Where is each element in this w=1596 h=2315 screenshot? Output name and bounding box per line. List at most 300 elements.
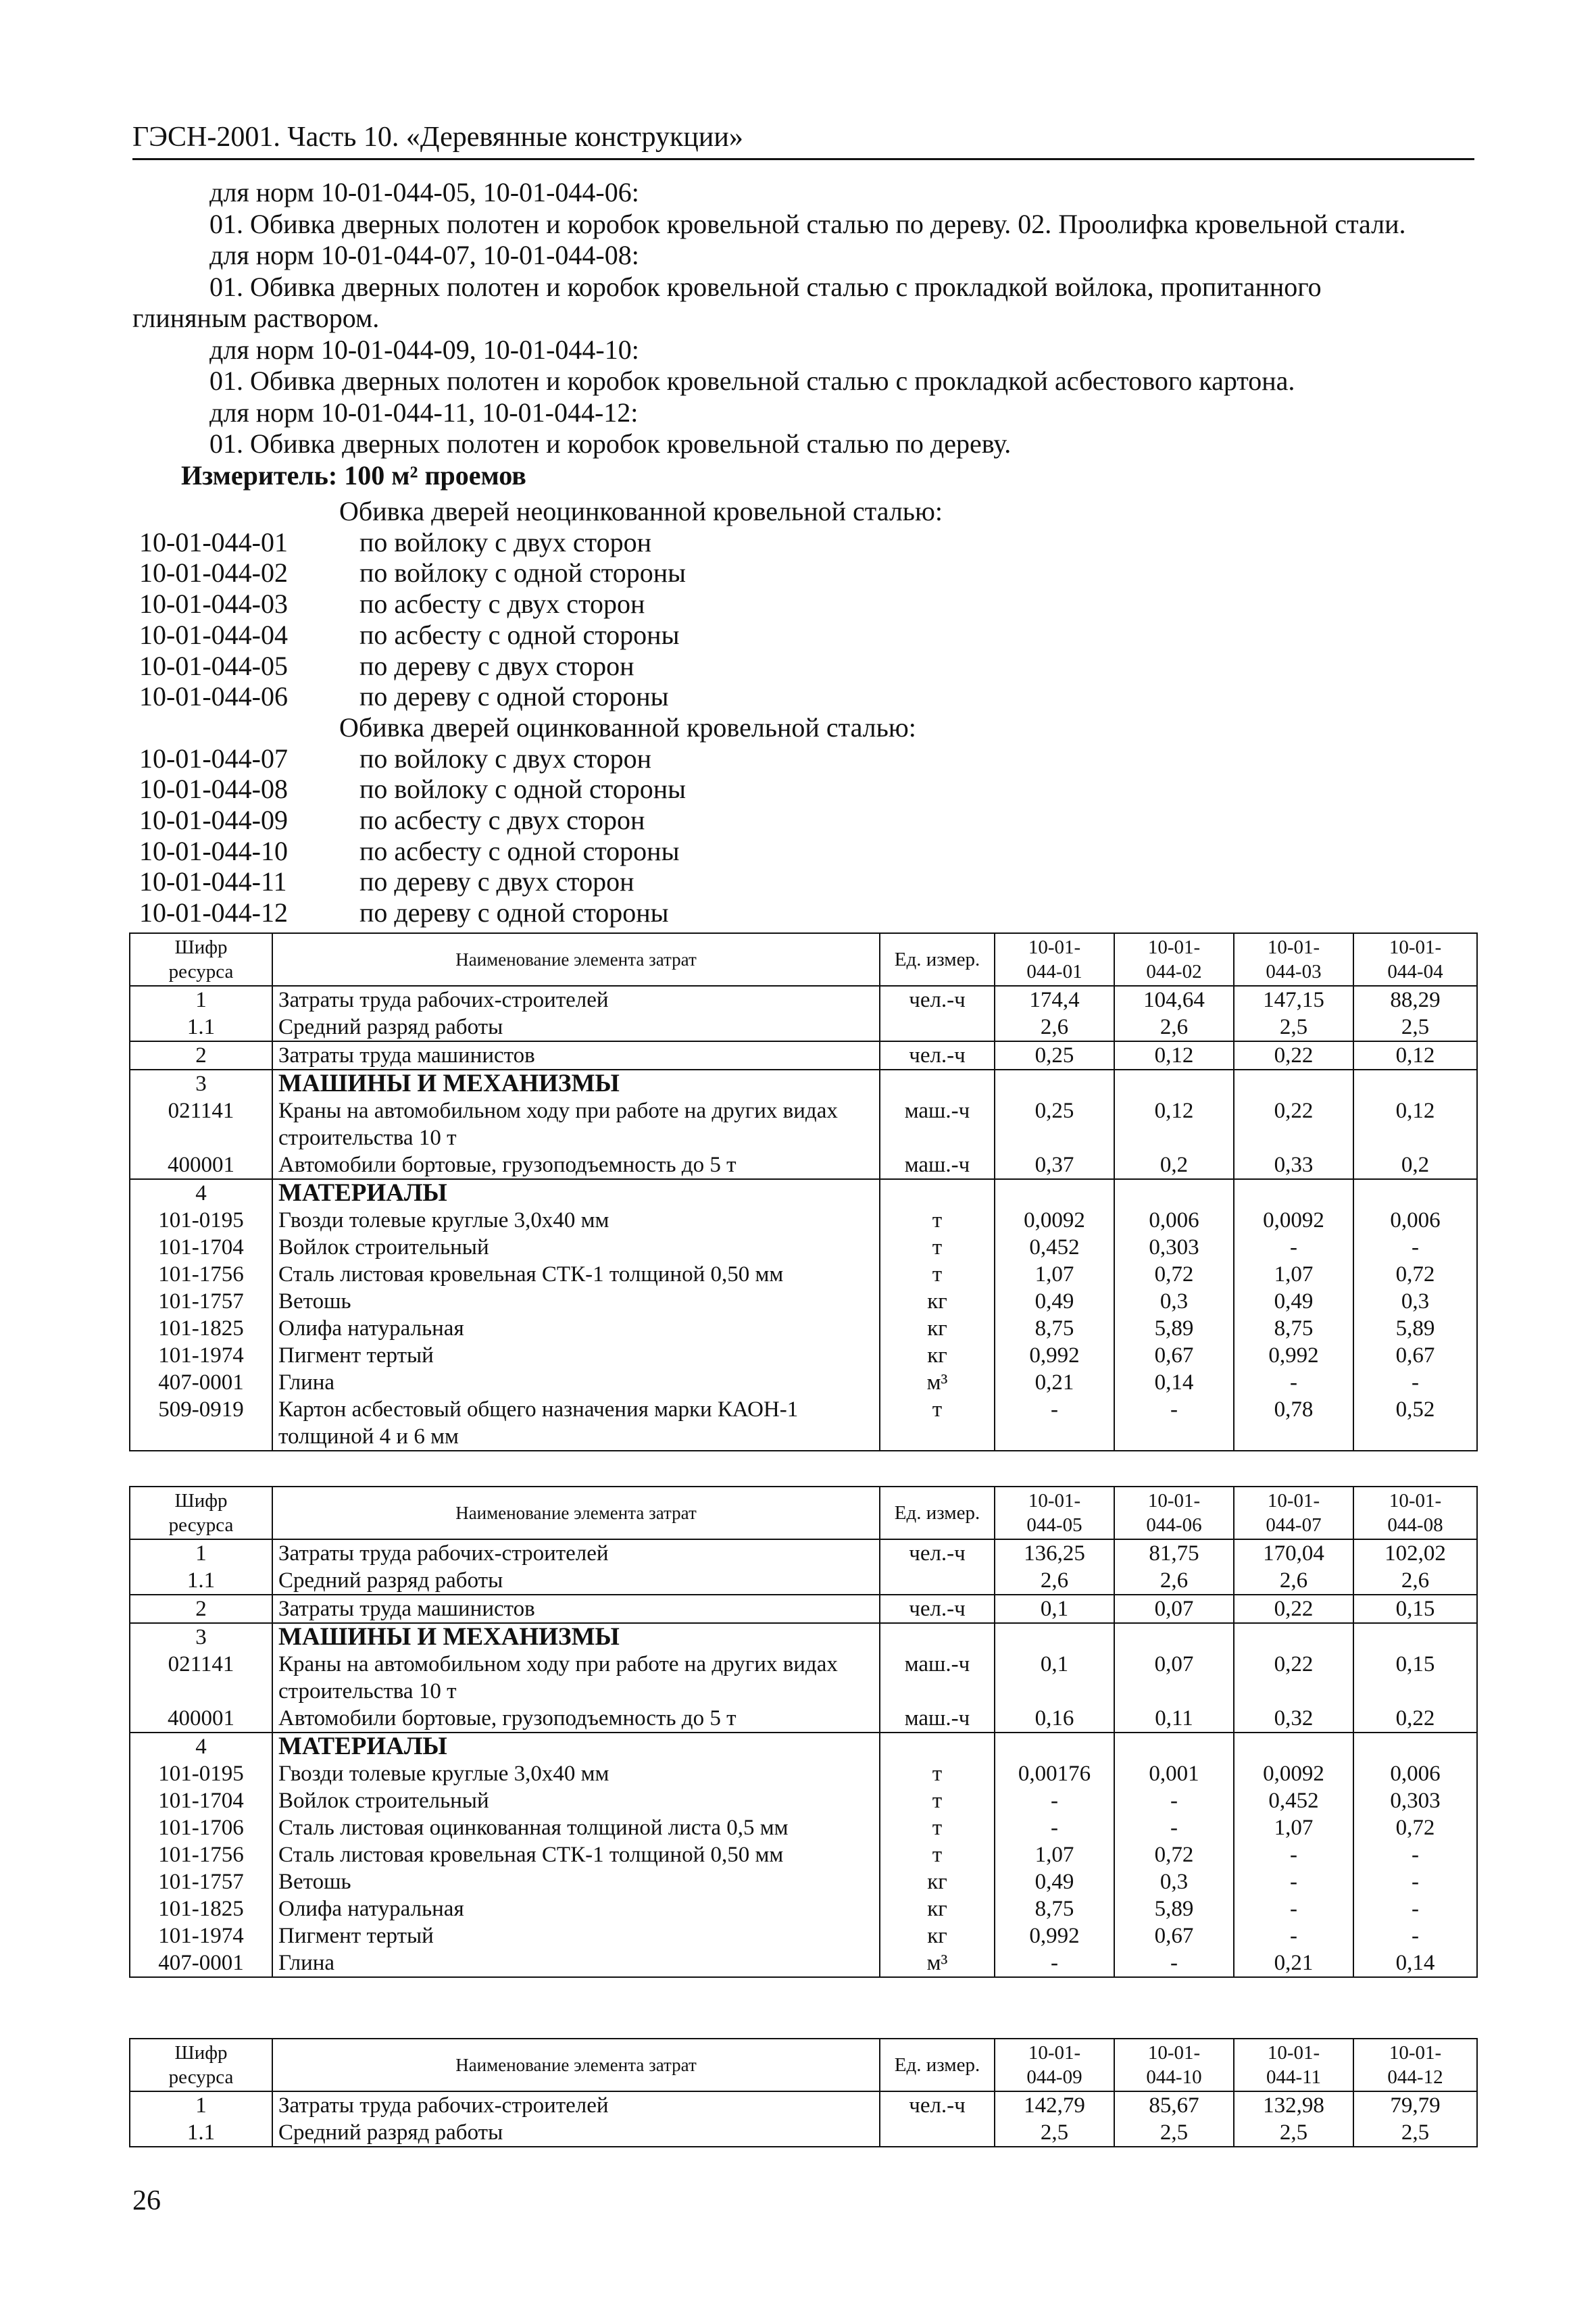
- norm-value: 0,14: [1353, 1949, 1477, 1977]
- norm-code-item: [139, 681, 1355, 712]
- norm-value: 132,98: [1234, 2091, 1353, 2119]
- norm-value: 0,07: [1114, 1651, 1234, 1705]
- norm-value: 0,07: [1114, 1595, 1234, 1623]
- norm-value: -: [1114, 1396, 1234, 1451]
- table-row: [130, 1097, 1477, 1151]
- unit-of-measure: т: [880, 1261, 995, 1288]
- table-row: [130, 1949, 1477, 1977]
- norm-value: 2,6: [995, 1567, 1114, 1595]
- table-row: [130, 1261, 1477, 1288]
- header-norm-code: [1114, 933, 1234, 986]
- norm-value: 0,22: [1353, 1705, 1477, 1733]
- cost-element-name: Ветошь: [272, 1868, 880, 1895]
- norm-value: 0,72: [1114, 1261, 1234, 1288]
- resource-table-1: [129, 932, 1478, 1451]
- norm-value: 0,67: [1114, 1342, 1234, 1369]
- norm-value: 0,3: [1353, 1288, 1477, 1315]
- resource-table-3: [129, 2038, 1478, 2147]
- norm-value: 0,22: [1234, 1651, 1353, 1705]
- header-text: 044-08: [1387, 1514, 1443, 1536]
- norm-value: [1234, 1733, 1353, 1760]
- norm-code-item: [139, 620, 1355, 651]
- norm-value: -: [1234, 1922, 1353, 1949]
- norm-value: -: [995, 1396, 1114, 1451]
- unit-of-measure: т: [880, 1760, 995, 1787]
- norm-range-label: для норм 10-01-044-07, 10-01-044-08:: [209, 240, 639, 270]
- header-norm-code: [995, 1487, 1114, 1539]
- norm-value: -: [1114, 1814, 1234, 1841]
- unit-of-measure: кг: [880, 1895, 995, 1922]
- norm-value: [1353, 1179, 1477, 1207]
- norm-value: 0,49: [995, 1868, 1114, 1895]
- norm-value: 79,79: [1353, 2091, 1477, 2119]
- norm-code-item: [139, 589, 1355, 620]
- table-row: [130, 1595, 1477, 1623]
- unit-of-measure: [880, 1014, 995, 1041]
- norm-value: 2,6: [1234, 1567, 1353, 1595]
- norm-value: 0,72: [1114, 1841, 1234, 1868]
- cost-element-name: Гвозди толевые круглые 3,0х40 мм: [272, 1207, 880, 1234]
- header-text: 044-04: [1387, 961, 1443, 982]
- norm-value: 0,303: [1114, 1234, 1234, 1261]
- norm-value: 0,3: [1114, 1868, 1234, 1895]
- norm-value: 0,2: [1114, 1151, 1234, 1179]
- header-text: Шифр: [174, 1490, 228, 1512]
- table-row: [130, 1733, 1477, 1760]
- group-heading: Обивка дверей неоцинкованной кровельной сталью:: [339, 496, 943, 526]
- norm-value: 147,15: [1234, 986, 1353, 1014]
- norm-code-item: [139, 557, 1355, 589]
- resource-code: 3: [130, 1070, 272, 1097]
- norm-code-description: по дереву с двух сторон: [359, 866, 634, 897]
- norm-value: 0,001: [1114, 1760, 1234, 1787]
- norm-value: 0,21: [995, 1369, 1114, 1396]
- header-text: 044-09: [1026, 2066, 1082, 2088]
- unit-of-measure: т: [880, 1396, 995, 1451]
- norm-value: 1,07: [1234, 1814, 1353, 1841]
- norm-value: 0,21: [1234, 1949, 1353, 1977]
- norm-value: 2,6: [1114, 1567, 1234, 1595]
- norm-value: 0,49: [995, 1288, 1114, 1315]
- norm-value: 2,5: [1234, 2119, 1353, 2147]
- header-resource-code: [130, 2039, 272, 2091]
- cost-element-name: МАШИНЫ И МЕХАНИЗМЫ: [272, 1070, 880, 1097]
- norm-value: 0,12: [1114, 1041, 1234, 1070]
- norm-value: -: [1353, 1895, 1477, 1922]
- norm-value: 0,22: [1234, 1041, 1353, 1070]
- table-row: [130, 1760, 1477, 1787]
- cost-element-name: Картон асбестовый общего назначения марки КАОН-1 толщиной 4 и 6 мм: [272, 1396, 880, 1451]
- header-cost-element: Наименование элемента затрат: [272, 2039, 880, 2091]
- unit-of-measure: т: [880, 1814, 995, 1841]
- unit-of-measure: т: [880, 1207, 995, 1234]
- resource-code: 1: [130, 2091, 272, 2119]
- resource-code: 2: [130, 1595, 272, 1623]
- norm-value: [1114, 1179, 1234, 1207]
- norm-value: 102,02: [1353, 1539, 1477, 1567]
- resource-code: 4: [130, 1179, 272, 1207]
- norm-value: 0,12: [1114, 1097, 1234, 1151]
- table-row: [130, 1234, 1477, 1261]
- norm-value: [1353, 1733, 1477, 1760]
- norm-code-description: по асбесту с одной стороны: [359, 619, 680, 650]
- norm-value: 2,5: [1234, 1014, 1353, 1041]
- header-text: 10-01-: [1028, 937, 1081, 958]
- norm-value: 0,303: [1353, 1787, 1477, 1814]
- unit-of-measure: маш.-ч: [880, 1151, 995, 1179]
- table-header-row: [130, 2039, 1477, 2091]
- header-norm-code: [1353, 933, 1477, 986]
- norm-code-description: по войлоку с одной стороны: [359, 774, 687, 805]
- cost-element-name: Олифа натуральная: [272, 1315, 880, 1342]
- norm-code-description: по асбесту с двух сторон: [359, 589, 645, 620]
- norm-value: -: [1353, 1841, 1477, 1868]
- resource-code: 021141: [130, 1651, 272, 1705]
- cost-element-name: Пигмент тертый: [272, 1922, 880, 1949]
- norm-value: 0,006: [1114, 1207, 1234, 1234]
- cost-element-name: Пигмент тертый: [272, 1342, 880, 1369]
- resource-code: 400001: [130, 1705, 272, 1733]
- norm-value: 0,452: [995, 1234, 1114, 1261]
- norm-value: -: [1114, 1949, 1234, 1977]
- resource-code: 101-1974: [130, 1342, 272, 1369]
- cost-element-name: Средний разряд работы: [272, 2119, 880, 2147]
- norm-value: [1353, 1070, 1477, 1097]
- unit-of-measure: чел.-ч: [880, 1595, 995, 1623]
- norm-value: 85,67: [1114, 2091, 1234, 2119]
- cost-element-name: Краны на автомобильном ходу при работе на других видах строительства 10 т: [272, 1097, 880, 1151]
- norm-value: 2,5: [1114, 2119, 1234, 2147]
- header-cost-element: Наименование элемента затрат: [272, 1487, 880, 1539]
- norm-code: 10-01-044-03: [139, 589, 288, 620]
- table-row: [130, 1179, 1477, 1207]
- table-row: [130, 1070, 1477, 1097]
- norm-value: 0,992: [995, 1922, 1114, 1949]
- work-composition: 01. Обивка дверных полотен и коробок кровельной сталью с прокладкой войлока, пропитанного: [209, 271, 1322, 302]
- norm-value: -: [1353, 1234, 1477, 1261]
- norm-code-description: по войлоку с одной стороны: [359, 557, 687, 589]
- norm-value: 0,33: [1234, 1151, 1353, 1179]
- table-row: [130, 1369, 1477, 1396]
- cost-element-name: Затраты труда рабочих-строителей: [272, 986, 880, 1014]
- unit-of-measure: [880, 1070, 995, 1097]
- norm-code: 10-01-044-01: [139, 526, 288, 557]
- header-text: 044-07: [1266, 1514, 1322, 1536]
- work-composition-continued: глиняным раствором.: [132, 303, 380, 333]
- norm-value: 0,1: [995, 1651, 1114, 1705]
- resource-code: 407-0001: [130, 1369, 272, 1396]
- norm-value: 81,75: [1114, 1539, 1234, 1567]
- header-norm-code: [1234, 2039, 1353, 2091]
- cost-element-name: Войлок строительный: [272, 1234, 880, 1261]
- norm-value: 0,452: [1234, 1787, 1353, 1814]
- norm-value: 2,5: [1353, 2119, 1477, 2147]
- unit-of-measure: кг: [880, 1315, 995, 1342]
- resource-code: 1: [130, 1539, 272, 1567]
- unit-of-measure: м³: [880, 1369, 995, 1396]
- cost-element-name: Затраты труда машинистов: [272, 1595, 880, 1623]
- header-norm-code: [1114, 1487, 1234, 1539]
- norm-value: 0,14: [1114, 1369, 1234, 1396]
- norm-value: 8,75: [995, 1315, 1114, 1342]
- norm-value: 8,75: [1234, 1315, 1353, 1342]
- norm-value: 0,006: [1353, 1760, 1477, 1787]
- page-number: 26: [132, 2185, 161, 2216]
- norm-code-item: [139, 805, 1355, 836]
- norm-code-item: [139, 897, 1355, 928]
- table-row: [130, 1539, 1477, 1567]
- norm-code: 10-01-044-04: [139, 619, 288, 650]
- table-row: [130, 1567, 1477, 1595]
- header-text: 10-01-: [1389, 937, 1442, 958]
- table-row: [130, 1623, 1477, 1651]
- resource-code: 2: [130, 1041, 272, 1070]
- unit-of-measure: [880, 2119, 995, 2147]
- norm-value: 0,0092: [1234, 1207, 1353, 1234]
- header-text: 044-01: [1026, 961, 1082, 982]
- unit-of-measure: т: [880, 1841, 995, 1868]
- norm-value: 2,6: [995, 1014, 1114, 1041]
- norm-value: -: [1234, 1868, 1353, 1895]
- unit-of-measure: кг: [880, 1868, 995, 1895]
- cost-element-name: Гвозди толевые круглые 3,0х40 мм: [272, 1760, 880, 1787]
- unit-of-measure: чел.-ч: [880, 986, 995, 1014]
- norm-code: 10-01-044-11: [139, 866, 287, 897]
- unit-of-measure: маш.-ч: [880, 1705, 995, 1733]
- norm-value: 0,15: [1353, 1595, 1477, 1623]
- unit-of-measure: [880, 1733, 995, 1760]
- table-row: [130, 2091, 1477, 2119]
- norm-value: [1353, 1623, 1477, 1651]
- resource-code: 407-0001: [130, 1949, 272, 1977]
- table-row: [130, 1868, 1477, 1895]
- norm-value: 0,32: [1234, 1705, 1353, 1733]
- norm-value: [995, 1623, 1114, 1651]
- table-row: [130, 986, 1477, 1014]
- norm-value: 2,6: [1353, 1567, 1477, 1595]
- header-text: 10-01-: [1147, 937, 1201, 958]
- norm-value: -: [1234, 1895, 1353, 1922]
- norm-code-item: [139, 527, 1355, 558]
- unit-of-measure: м³: [880, 1949, 995, 1977]
- header-text: 10-01-: [1028, 1490, 1081, 1512]
- work-composition: 01. Обивка дверных полотен и коробок кровельной сталью по дереву.: [209, 428, 1012, 459]
- header-norm-code: [1234, 933, 1353, 986]
- unit-of-measure: [880, 1567, 995, 1595]
- norm-value: -: [1234, 1841, 1353, 1868]
- unit-of-measure: маш.-ч: [880, 1651, 995, 1705]
- header-text: 044-11: [1266, 2066, 1322, 2088]
- header-text: 044-10: [1146, 2066, 1202, 2088]
- resource-code: 3: [130, 1623, 272, 1651]
- norm-value: 5,89: [1114, 1895, 1234, 1922]
- norm-value: 1,07: [995, 1841, 1114, 1868]
- cost-element-name: Глина: [272, 1369, 880, 1396]
- header-resource-code: [130, 933, 272, 986]
- norm-code-item: [139, 866, 1355, 897]
- norm-code-description: по дереву с одной стороны: [359, 897, 669, 928]
- unit-of-measure: кг: [880, 1288, 995, 1315]
- norm-value: 0,72: [1353, 1261, 1477, 1288]
- norm-value: 0,25: [995, 1041, 1114, 1070]
- resource-code: 101-1704: [130, 1234, 272, 1261]
- measure-unit: Измеритель: 100 м² проемов: [181, 459, 526, 491]
- norm-value: 0,12: [1353, 1041, 1477, 1070]
- norm-value: 136,25: [995, 1539, 1114, 1567]
- norm-value: 0,25: [995, 1097, 1114, 1151]
- norm-value: 2,5: [1353, 1014, 1477, 1041]
- header-text: ресурса: [168, 2066, 234, 2088]
- group-heading: Обивка дверей оцинкованной кровельной сталью:: [339, 712, 916, 743]
- header-text: ресурса: [168, 961, 234, 982]
- unit-of-measure: чел.-ч: [880, 1041, 995, 1070]
- table-row: [130, 1315, 1477, 1342]
- resource-code: 1.1: [130, 1014, 272, 1041]
- cost-element-name: Средний разряд работы: [272, 1014, 880, 1041]
- norm-code-description: по асбесту с одной стороны: [359, 835, 680, 866]
- resource-code: 101-1757: [130, 1288, 272, 1315]
- resource-code: 101-1974: [130, 1922, 272, 1949]
- header-unit: Ед. измер.: [880, 933, 995, 986]
- norm-value: -: [1234, 1234, 1353, 1261]
- header-norm-code: [995, 933, 1114, 986]
- norm-value: 170,04: [1234, 1539, 1353, 1567]
- header-text: 10-01-: [1267, 1490, 1320, 1512]
- cost-element-name: Затраты труда рабочих-строителей: [272, 1539, 880, 1567]
- header-text: 044-03: [1266, 961, 1322, 982]
- cost-element-name: Ветошь: [272, 1288, 880, 1315]
- norm-value: -: [1234, 1369, 1353, 1396]
- norm-value: 0,2: [1353, 1151, 1477, 1179]
- norm-code: 10-01-044-10: [139, 835, 288, 866]
- resource-code: 101-1825: [130, 1315, 272, 1342]
- norm-composition-text: [132, 177, 1474, 491]
- norm-value: -: [1353, 1868, 1477, 1895]
- norm-value: 88,29: [1353, 986, 1477, 1014]
- resource-code: 1.1: [130, 1567, 272, 1595]
- header-cost-element: Наименование элемента затрат: [272, 933, 880, 986]
- header-unit: Ед. измер.: [880, 1487, 995, 1539]
- running-header: ГЭСН-2001. Часть 10. «Деревянные конструкции»: [132, 122, 743, 153]
- norm-value: [1234, 1623, 1353, 1651]
- header-text: 10-01-: [1147, 2042, 1201, 2064]
- norm-value: [1114, 1733, 1234, 1760]
- header-resource-code: [130, 1487, 272, 1539]
- norm-value: 0,00176: [995, 1760, 1114, 1787]
- norm-value: 0,52: [1353, 1396, 1477, 1451]
- resource-code: 101-0195: [130, 1760, 272, 1787]
- norm-value: -: [995, 1949, 1114, 1977]
- norm-code: 10-01-044-08: [139, 774, 288, 805]
- norm-code: 10-01-044-07: [139, 743, 288, 774]
- norm-value: 104,64: [1114, 986, 1234, 1014]
- norm-value: 0,67: [1114, 1922, 1234, 1949]
- table-row: [130, 1151, 1477, 1179]
- unit-of-measure: [880, 1179, 995, 1207]
- norm-code-item: [139, 651, 1355, 682]
- header-text: 10-01-: [1267, 937, 1320, 958]
- norm-value: 142,79: [995, 2091, 1114, 2119]
- norm-value: 5,89: [1353, 1315, 1477, 1342]
- norm-code-item: [139, 774, 1355, 805]
- unit-of-measure: чел.-ч: [880, 1539, 995, 1567]
- resource-code: 1.1: [130, 2119, 272, 2147]
- norm-value: 0,22: [1234, 1097, 1353, 1151]
- header-norm-code: [995, 2039, 1114, 2091]
- unit-of-measure: т: [880, 1234, 995, 1261]
- norm-value: 174,4: [995, 986, 1114, 1014]
- norm-value: 0,16: [995, 1705, 1114, 1733]
- table-row: [130, 1014, 1477, 1041]
- norm-code: 10-01-044-12: [139, 897, 288, 928]
- norm-value: [995, 1179, 1114, 1207]
- header-text: 10-01-: [1267, 2042, 1320, 2064]
- header-text: Шифр: [174, 2042, 228, 2064]
- header-text: 10-01-: [1147, 1490, 1201, 1512]
- unit-of-measure: [880, 1623, 995, 1651]
- table-row: [130, 1342, 1477, 1369]
- unit-of-measure: т: [880, 1787, 995, 1814]
- norm-value: 0,006: [1353, 1207, 1477, 1234]
- cost-element-name: Глина: [272, 1949, 880, 1977]
- norm-value: -: [995, 1814, 1114, 1841]
- norm-value: 1,07: [995, 1261, 1114, 1288]
- norm-value: 0,0092: [995, 1207, 1114, 1234]
- header-text: 044-06: [1146, 1514, 1202, 1536]
- header-text: 10-01-: [1389, 1490, 1442, 1512]
- norm-value: 0,49: [1234, 1288, 1353, 1315]
- cost-element-name: Автомобили бортовые, грузоподъемность до 5 т: [272, 1705, 880, 1733]
- cost-element-name: МАТЕРИАЛЫ: [272, 1733, 880, 1760]
- norm-value: 2,6: [1114, 1014, 1234, 1041]
- cost-element-name: Затраты труда рабочих-строителей: [272, 2091, 880, 2119]
- work-composition: 01. Обивка дверных полотен и коробок кровельной сталью с прокладкой асбестового картона.: [209, 366, 1295, 396]
- table-row: [130, 1922, 1477, 1949]
- norm-code: 10-01-044-06: [139, 681, 288, 712]
- cost-element-name: Олифа натуральная: [272, 1895, 880, 1922]
- norm-value: 1,07: [1234, 1261, 1353, 1288]
- header-unit: Ед. измер.: [880, 2039, 995, 2091]
- norm-value: 8,75: [995, 1895, 1114, 1922]
- table-row: [130, 1841, 1477, 1868]
- unit-of-measure: кг: [880, 1342, 995, 1369]
- norm-value: 0,37: [995, 1151, 1114, 1179]
- cost-element-name: МАТЕРИАЛЫ: [272, 1179, 880, 1207]
- table-row: [130, 1651, 1477, 1705]
- header-text: 044-02: [1146, 961, 1202, 982]
- table-row: [130, 1207, 1477, 1234]
- norm-value: 0,0092: [1234, 1760, 1353, 1787]
- norm-value: 0,992: [995, 1342, 1114, 1369]
- norm-code-item: [139, 836, 1355, 867]
- unit-of-measure: кг: [880, 1922, 995, 1949]
- norm-range-label: для норм 10-01-044-05, 10-01-044-06:: [209, 177, 639, 207]
- cost-element-name: Краны на автомобильном ходу при работе на других видах строительства 10 т: [272, 1651, 880, 1705]
- norm-value: [1234, 1070, 1353, 1097]
- table-row: [130, 1814, 1477, 1841]
- norm-value: 0,67: [1353, 1342, 1477, 1369]
- resource-table-2: [129, 1486, 1478, 1978]
- resource-code: 101-1706: [130, 1814, 272, 1841]
- table-row: [130, 2119, 1477, 2147]
- header-text: 044-05: [1026, 1514, 1082, 1536]
- norm-code-description: по войлоку с двух сторон: [359, 743, 651, 774]
- norm-range-label: для норм 10-01-044-11, 10-01-044-12:: [209, 397, 639, 428]
- unit-of-measure: чел.-ч: [880, 2091, 995, 2119]
- header-rule: [132, 158, 1474, 160]
- table-row: [130, 1895, 1477, 1922]
- table-row: [130, 1041, 1477, 1070]
